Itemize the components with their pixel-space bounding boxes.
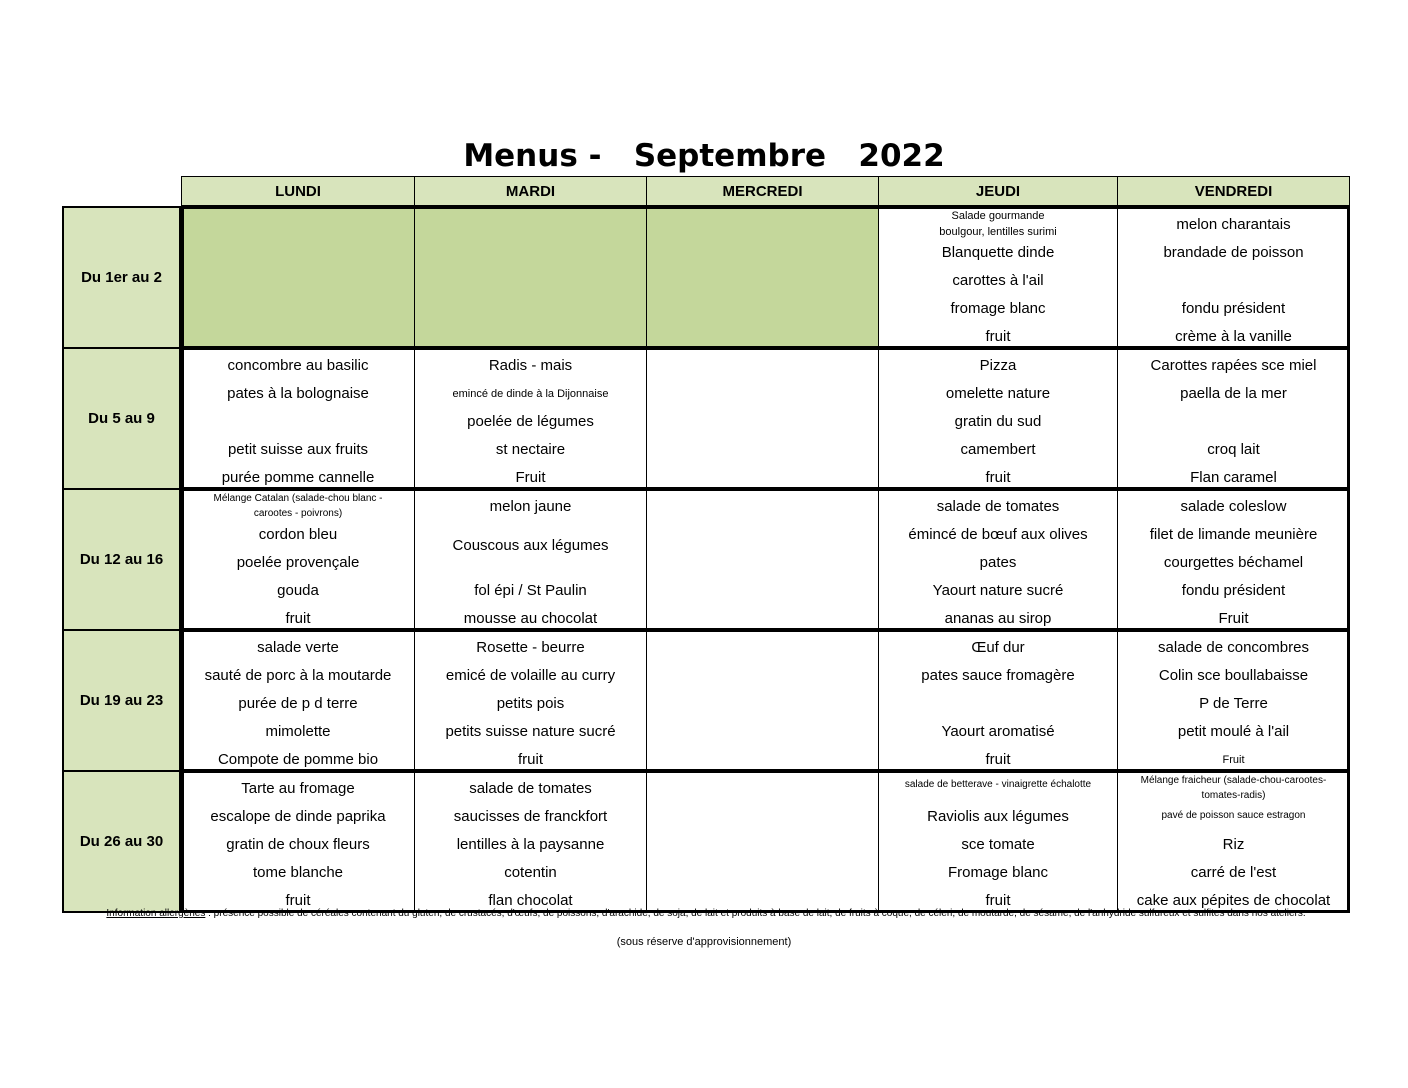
week-row — [62, 488, 1350, 629]
menu-item: Fruit — [515, 469, 546, 486]
menu-item: Œuf dur — [971, 639, 1025, 656]
menu-item: petit moulé à l'ail — [1177, 723, 1290, 740]
menu-item: fondu président — [1181, 300, 1286, 317]
week-label: Du 1er au 2 — [62, 206, 181, 349]
menu-cell-mardi — [414, 770, 647, 912]
menu-cell-mercredi — [646, 770, 879, 912]
menu-item: Mélange Catalan (salade-chou blanc - — [213, 492, 383, 504]
menu-cell-mercredi — [646, 347, 879, 489]
day-header-mercredi: MERCREDI — [646, 176, 879, 206]
menu-item: Colin sce boullabaisse — [1158, 667, 1309, 684]
week-label: Du 12 au 16 — [62, 488, 181, 631]
menu-item: fruit — [517, 751, 543, 768]
menu-item: Compote de pomme bio — [217, 751, 379, 768]
menu-cell-jeudi — [878, 206, 1118, 348]
menu-item: Fruit — [1222, 753, 1245, 766]
menu-item: salade coleslow — [1180, 498, 1287, 515]
menu-item: paella de la mer — [1180, 385, 1287, 402]
menu-item: lentilles à la paysanne — [456, 836, 605, 853]
menu-cell-lundi — [181, 347, 415, 489]
menu-item: sauté de porc à la moutarde — [204, 667, 392, 684]
menu-item: melon charantais — [1176, 216, 1291, 233]
menu-item: omelette nature — [945, 385, 1051, 402]
menu-item: Blanquette dinde — [941, 244, 1055, 261]
menu-item: poelée provençale — [236, 554, 360, 571]
week-label: Du 5 au 9 — [62, 347, 181, 490]
menu-item: poelée de légumes — [467, 413, 594, 430]
day-header-jeudi: JEUDI — [878, 176, 1118, 206]
menu-item: cake aux pépites de chocolat — [1136, 892, 1331, 909]
menu-item: tomates-radis) — [1201, 790, 1266, 801]
menu-item: tome blanche — [252, 864, 344, 881]
week-label: Du 19 au 23 — [62, 629, 181, 772]
menu-item: mimolette — [265, 723, 331, 740]
menu-item: fruit — [985, 751, 1011, 768]
menu-item: pates — [979, 554, 1017, 571]
menu-cell-vendredi — [1117, 347, 1350, 489]
menu-item: pates à la bolognaise — [227, 385, 369, 402]
day-header-mardi: MARDI — [414, 176, 647, 206]
menu-cell-mardi — [414, 347, 647, 489]
menu-item: fruit — [985, 328, 1011, 345]
menu-item: flan chocolat — [488, 892, 573, 909]
menu-item: Yaourt aromatisé — [941, 723, 1055, 740]
menu-item: salade de concombres — [1158, 639, 1309, 656]
menu-item: émincé de bœuf aux olives — [908, 526, 1088, 543]
menu-item: fromage blanc — [950, 300, 1046, 317]
menu-item: gratin de choux fleurs — [226, 836, 370, 853]
menu-item: melon jaune — [489, 498, 572, 515]
menu-item: escalope de dinde paprika — [210, 808, 386, 825]
menu-item: purée pomme cannelle — [221, 469, 375, 486]
supply-reserve-note: (sous réserve d'approvisionnement) — [616, 936, 792, 948]
menu-cell-lundi — [181, 629, 415, 771]
menu-item: cotentin — [504, 864, 557, 881]
menu-item: carottes à l'ail — [952, 272, 1044, 289]
menu-item: salade de tomates — [936, 498, 1060, 515]
menu-item: purée de p d terre — [238, 695, 358, 712]
day-header-lundi: LUNDI — [181, 176, 415, 206]
menu-item: fruit — [285, 610, 311, 627]
menu-item: Fruit — [1218, 610, 1249, 627]
menu-cell-vendredi — [1117, 629, 1350, 771]
menu-item: brandade de poisson — [1163, 244, 1304, 261]
menu-item: filet de limande meunière — [1149, 526, 1318, 543]
menu-cell-mercredi — [646, 629, 879, 771]
menu-cell-lundi — [181, 770, 415, 912]
menu-cell-lundi — [181, 488, 415, 630]
menu-item: salade de tomates — [469, 780, 592, 797]
menu-item: Riz — [1222, 836, 1245, 853]
menu-cell-lundi — [181, 206, 415, 348]
menu-item: fruit — [285, 892, 311, 909]
menu-item: carré de l'est — [1190, 864, 1277, 881]
allergen-text: : présence possible de céréales contenant du gluten, de crustacés, d'œufs, de poissons, d'arachide, de soja, de lait et produits à base de lait, de fruits à coque, de céleri, de moutarde, de sésame, de l'anhydride sulfureux et sulfites dans nos ateliers. — [205, 908, 1306, 919]
day-header-vendredi: VENDREDI — [1117, 176, 1350, 206]
menu-item: courgettes béchamel — [1163, 554, 1304, 571]
menu-item: P de Terre — [1199, 695, 1268, 712]
menu-cell-vendredi — [1117, 206, 1350, 348]
menu-cell-jeudi — [878, 347, 1118, 489]
menu-cell-jeudi — [878, 770, 1118, 912]
menu-cell-mardi — [414, 629, 647, 771]
menu-item: sce tomate — [961, 836, 1035, 853]
menu-item: Tarte au fromage — [241, 780, 355, 797]
menu-item: fondu président — [1181, 582, 1286, 599]
menu-item: croq lait — [1207, 441, 1260, 458]
menu-item: salade verte — [257, 639, 339, 656]
menu-item: ananas au sirop — [944, 610, 1052, 627]
menu-item: pates sauce fromagère — [921, 667, 1075, 684]
menu-item: fruit — [985, 892, 1011, 909]
menu-item: Couscous aux légumes — [452, 537, 609, 555]
week-row — [62, 770, 1350, 911]
menu-item: cordon bleu — [258, 526, 338, 543]
menu-item: mousse au chocolat — [463, 610, 598, 627]
menu-item: Pizza — [979, 357, 1017, 374]
menu-item: saucisses de franckfort — [453, 808, 608, 825]
menu-item: Raviolis aux légumes — [927, 808, 1069, 825]
menu-cell-mardi — [414, 206, 647, 348]
menu-item: Carottes rapées sce miel — [1150, 357, 1317, 374]
menu-item: pavé de poisson sauce estragon — [1161, 809, 1306, 821]
allergen-note — [66, 908, 1346, 920]
menu-item: camembert — [960, 441, 1036, 458]
allergen-label: Information allergènes — [106, 908, 206, 919]
menu-item: Mélange fraicheur (salade-chou-carootes- — [1140, 774, 1327, 786]
menu-item: gratin du sud — [954, 413, 1042, 430]
week-row — [62, 629, 1350, 770]
menu-cell-jeudi — [878, 488, 1118, 630]
menu-item: emincé de dinde à la Dijonnaise — [452, 387, 609, 400]
menu-item: Radis - mais — [488, 357, 573, 374]
menu-item: fruit — [985, 469, 1011, 486]
menu-cell-mercredi — [646, 206, 879, 348]
week-row — [62, 206, 1350, 347]
menu-item: petits pois — [496, 695, 565, 712]
menu-item: st nectaire — [495, 441, 566, 458]
week-label: Du 26 au 30 — [62, 770, 181, 913]
week-row — [62, 347, 1350, 488]
menu-item: salade de betterave - vinaigrette échalotte — [904, 778, 1092, 790]
menu-cell-mercredi — [646, 488, 879, 630]
menu-item: Fromage blanc — [947, 864, 1049, 881]
menu-cell-mardi — [414, 488, 647, 630]
menu-item: Rosette - beurre — [476, 639, 585, 656]
menu-item: crème à la vanille — [1175, 328, 1292, 345]
menu-cell-vendredi — [1117, 488, 1350, 630]
menu-cell-vendredi — [1117, 770, 1350, 912]
menu-item: fol épi / St Paulin — [474, 582, 587, 599]
menu-item: petit suisse aux fruits — [227, 441, 369, 458]
menu-item: petits suisse nature sucré — [445, 723, 616, 740]
page-title: Menus - Septembre 2022 — [463, 138, 945, 174]
menu-item: gouda — [277, 582, 319, 599]
menu-item: concombre au basilic — [227, 357, 369, 374]
menu-item: carootes - poivrons) — [253, 508, 343, 519]
menu-cell-jeudi — [878, 629, 1118, 771]
menu-item: Flan caramel — [1190, 469, 1277, 486]
menu-item: Salade gourmande — [951, 210, 1045, 223]
menu-item: emicé de volaille au curry — [445, 667, 616, 684]
menu-item: boulgour, lentilles surimi — [939, 225, 1057, 238]
menu-item: Yaourt nature sucré — [932, 582, 1064, 599]
